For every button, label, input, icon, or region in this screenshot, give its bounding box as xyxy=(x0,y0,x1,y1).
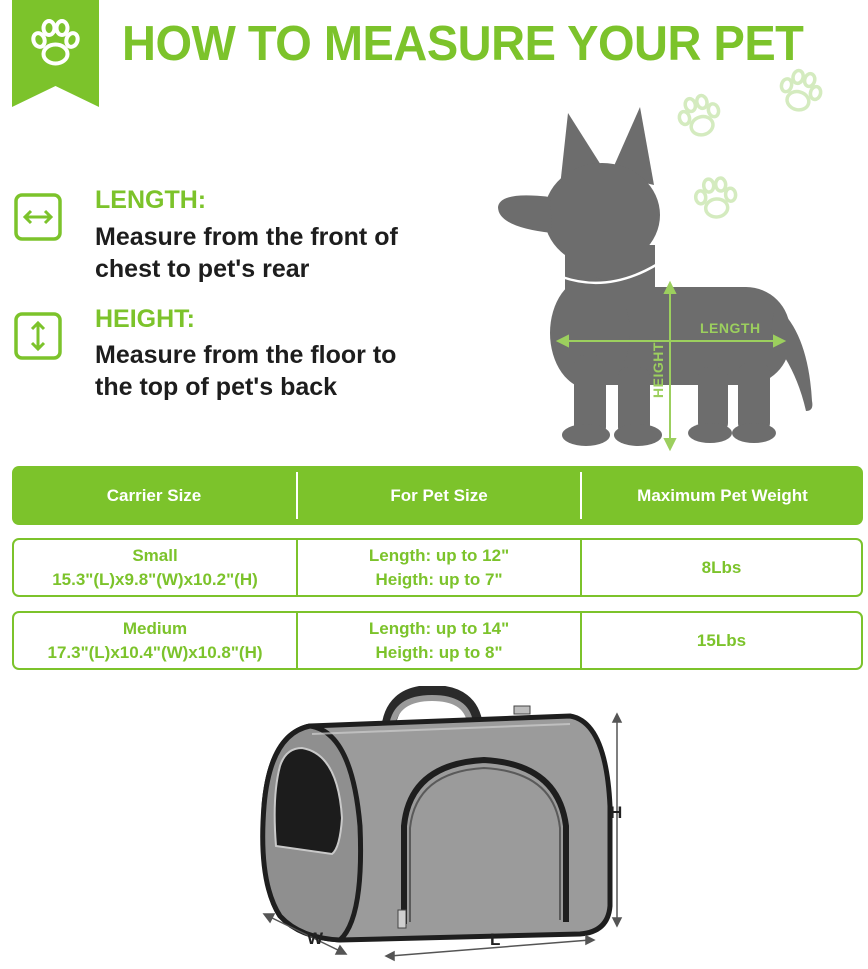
max-weight-cell xyxy=(582,540,861,595)
length-line-1: Measure from the front of xyxy=(95,223,398,251)
page-title: HOW TO MEASURE YOUR PET xyxy=(122,15,804,71)
length-heading: LENGTH: xyxy=(95,186,207,214)
pet-carrier-image xyxy=(240,686,640,966)
pet-size-cell xyxy=(298,613,580,668)
carrier-size-cell xyxy=(14,613,296,668)
pet-height: Heigth: up to 7" xyxy=(375,569,503,589)
height-heading: HEIGHT: xyxy=(95,305,195,333)
carrier-height-label: H xyxy=(610,803,623,822)
carrier-length-label: L xyxy=(490,930,501,949)
pet-height: Heigth: up to 8" xyxy=(375,642,503,662)
size-table-header xyxy=(12,466,863,525)
height-line-1: Measure from the floor to xyxy=(95,341,397,369)
size-dimensions: 17.3"(L)x10.4"(W)x10.8"(H) xyxy=(47,642,263,662)
pet-length: Length: up to 12" xyxy=(368,545,510,565)
length-label: LENGTH xyxy=(700,320,761,336)
banner-ribbon xyxy=(12,0,99,107)
size-name: Small xyxy=(132,545,178,565)
length-line-2: chest to pet's rear xyxy=(95,255,310,283)
pet-size-cell xyxy=(298,540,580,595)
carrier-size-cell xyxy=(14,540,296,595)
table-row xyxy=(12,611,863,670)
height-description xyxy=(95,339,396,403)
header-max-weight: Maximum Pet Weight xyxy=(637,485,808,505)
length-description xyxy=(95,221,398,285)
pet-length: Length: up to 14" xyxy=(368,618,510,638)
height-label: HEIGHT xyxy=(650,342,666,398)
horizontal-arrows-icon xyxy=(14,193,62,241)
table-row xyxy=(12,538,863,597)
size-name: Medium xyxy=(122,618,188,638)
carrier-width-label: W xyxy=(307,929,324,948)
vertical-arrows-icon xyxy=(14,312,62,360)
max-weight-cell xyxy=(582,613,861,668)
header-pet-size: For Pet Size xyxy=(390,485,488,505)
header-carrier-size: Carrier Size xyxy=(106,485,202,505)
weight-value: 8Lbs xyxy=(701,557,742,577)
size-dimensions: 15.3"(L)x9.8"(W)x10.2"(H) xyxy=(52,569,258,589)
weight-value: 15Lbs xyxy=(696,630,747,650)
dog-silhouette-diagram xyxy=(490,105,830,455)
height-line-2: the top of pet's back xyxy=(95,373,338,401)
